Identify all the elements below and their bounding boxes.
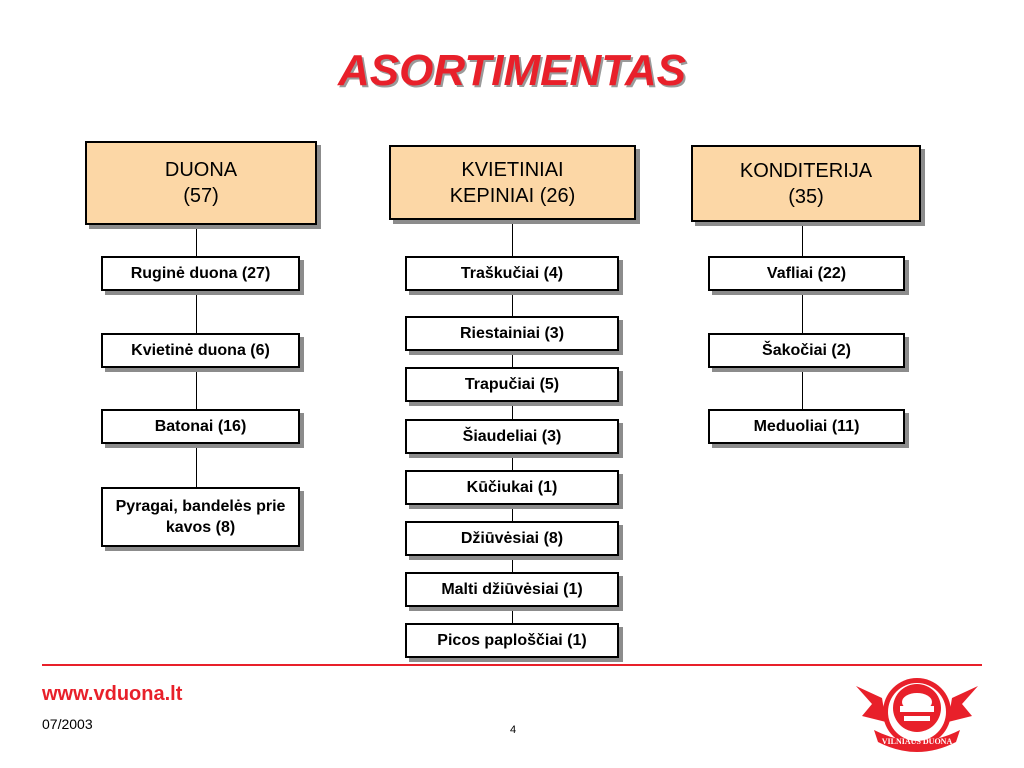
- item-box: Kūčiukai (1): [405, 470, 619, 505]
- connector-line-konditerija: [802, 222, 803, 412]
- vilniaus-duona-logo: [852, 672, 982, 754]
- item-box: Meduoliai (11): [708, 409, 905, 444]
- item-box: Malti džiūvėsiai (1): [405, 572, 619, 607]
- item-box: Batonai (16): [101, 409, 300, 444]
- item-box: Šakočiai (2): [708, 333, 905, 368]
- item-box: Šiaudeliai (3): [405, 419, 619, 454]
- item-box: Traškučiai (4): [405, 256, 619, 291]
- item-box: Trapučiai (5): [405, 367, 619, 402]
- page-number: 4: [510, 724, 517, 736]
- category-header-kvietiniai-count: KEPINIAI (26): [449, 184, 576, 207]
- slide-title: ASORTIMENTAS: [338, 46, 686, 95]
- logo-text: VILNIAUS DUONA: [881, 737, 953, 746]
- category-header-konditerija-name: KONDITERIJA: [739, 159, 873, 182]
- item-box: Ruginė duona (27): [101, 256, 300, 291]
- item-box: Kvietinė duona (6): [101, 333, 300, 368]
- category-header-konditerija: [691, 145, 921, 222]
- category-header-kvietiniai-name: KVIETINIAI: [461, 158, 564, 181]
- item-box: Pyragai, bandelės prie kavos (8): [101, 487, 300, 547]
- item-box: Džiūvėsiai (8): [405, 521, 619, 556]
- category-header-duona-count: (57): [183, 185, 219, 207]
- website-link[interactable]: www.vduona.lt: [42, 683, 183, 705]
- category-header-kvietiniai-kepiniai: [389, 145, 636, 220]
- footer-date: 07/2003: [42, 716, 93, 732]
- item-box: Picos paploščiai (1): [405, 623, 619, 658]
- item-box: Vafliai (22): [708, 256, 905, 291]
- footer-divider: [42, 664, 982, 666]
- item-box: Riestainiai (3): [405, 316, 619, 351]
- category-header-konditerija-count: (35): [788, 185, 824, 208]
- category-header-duona-name: DUONA: [164, 159, 238, 181]
- category-header-duona: [85, 141, 317, 225]
